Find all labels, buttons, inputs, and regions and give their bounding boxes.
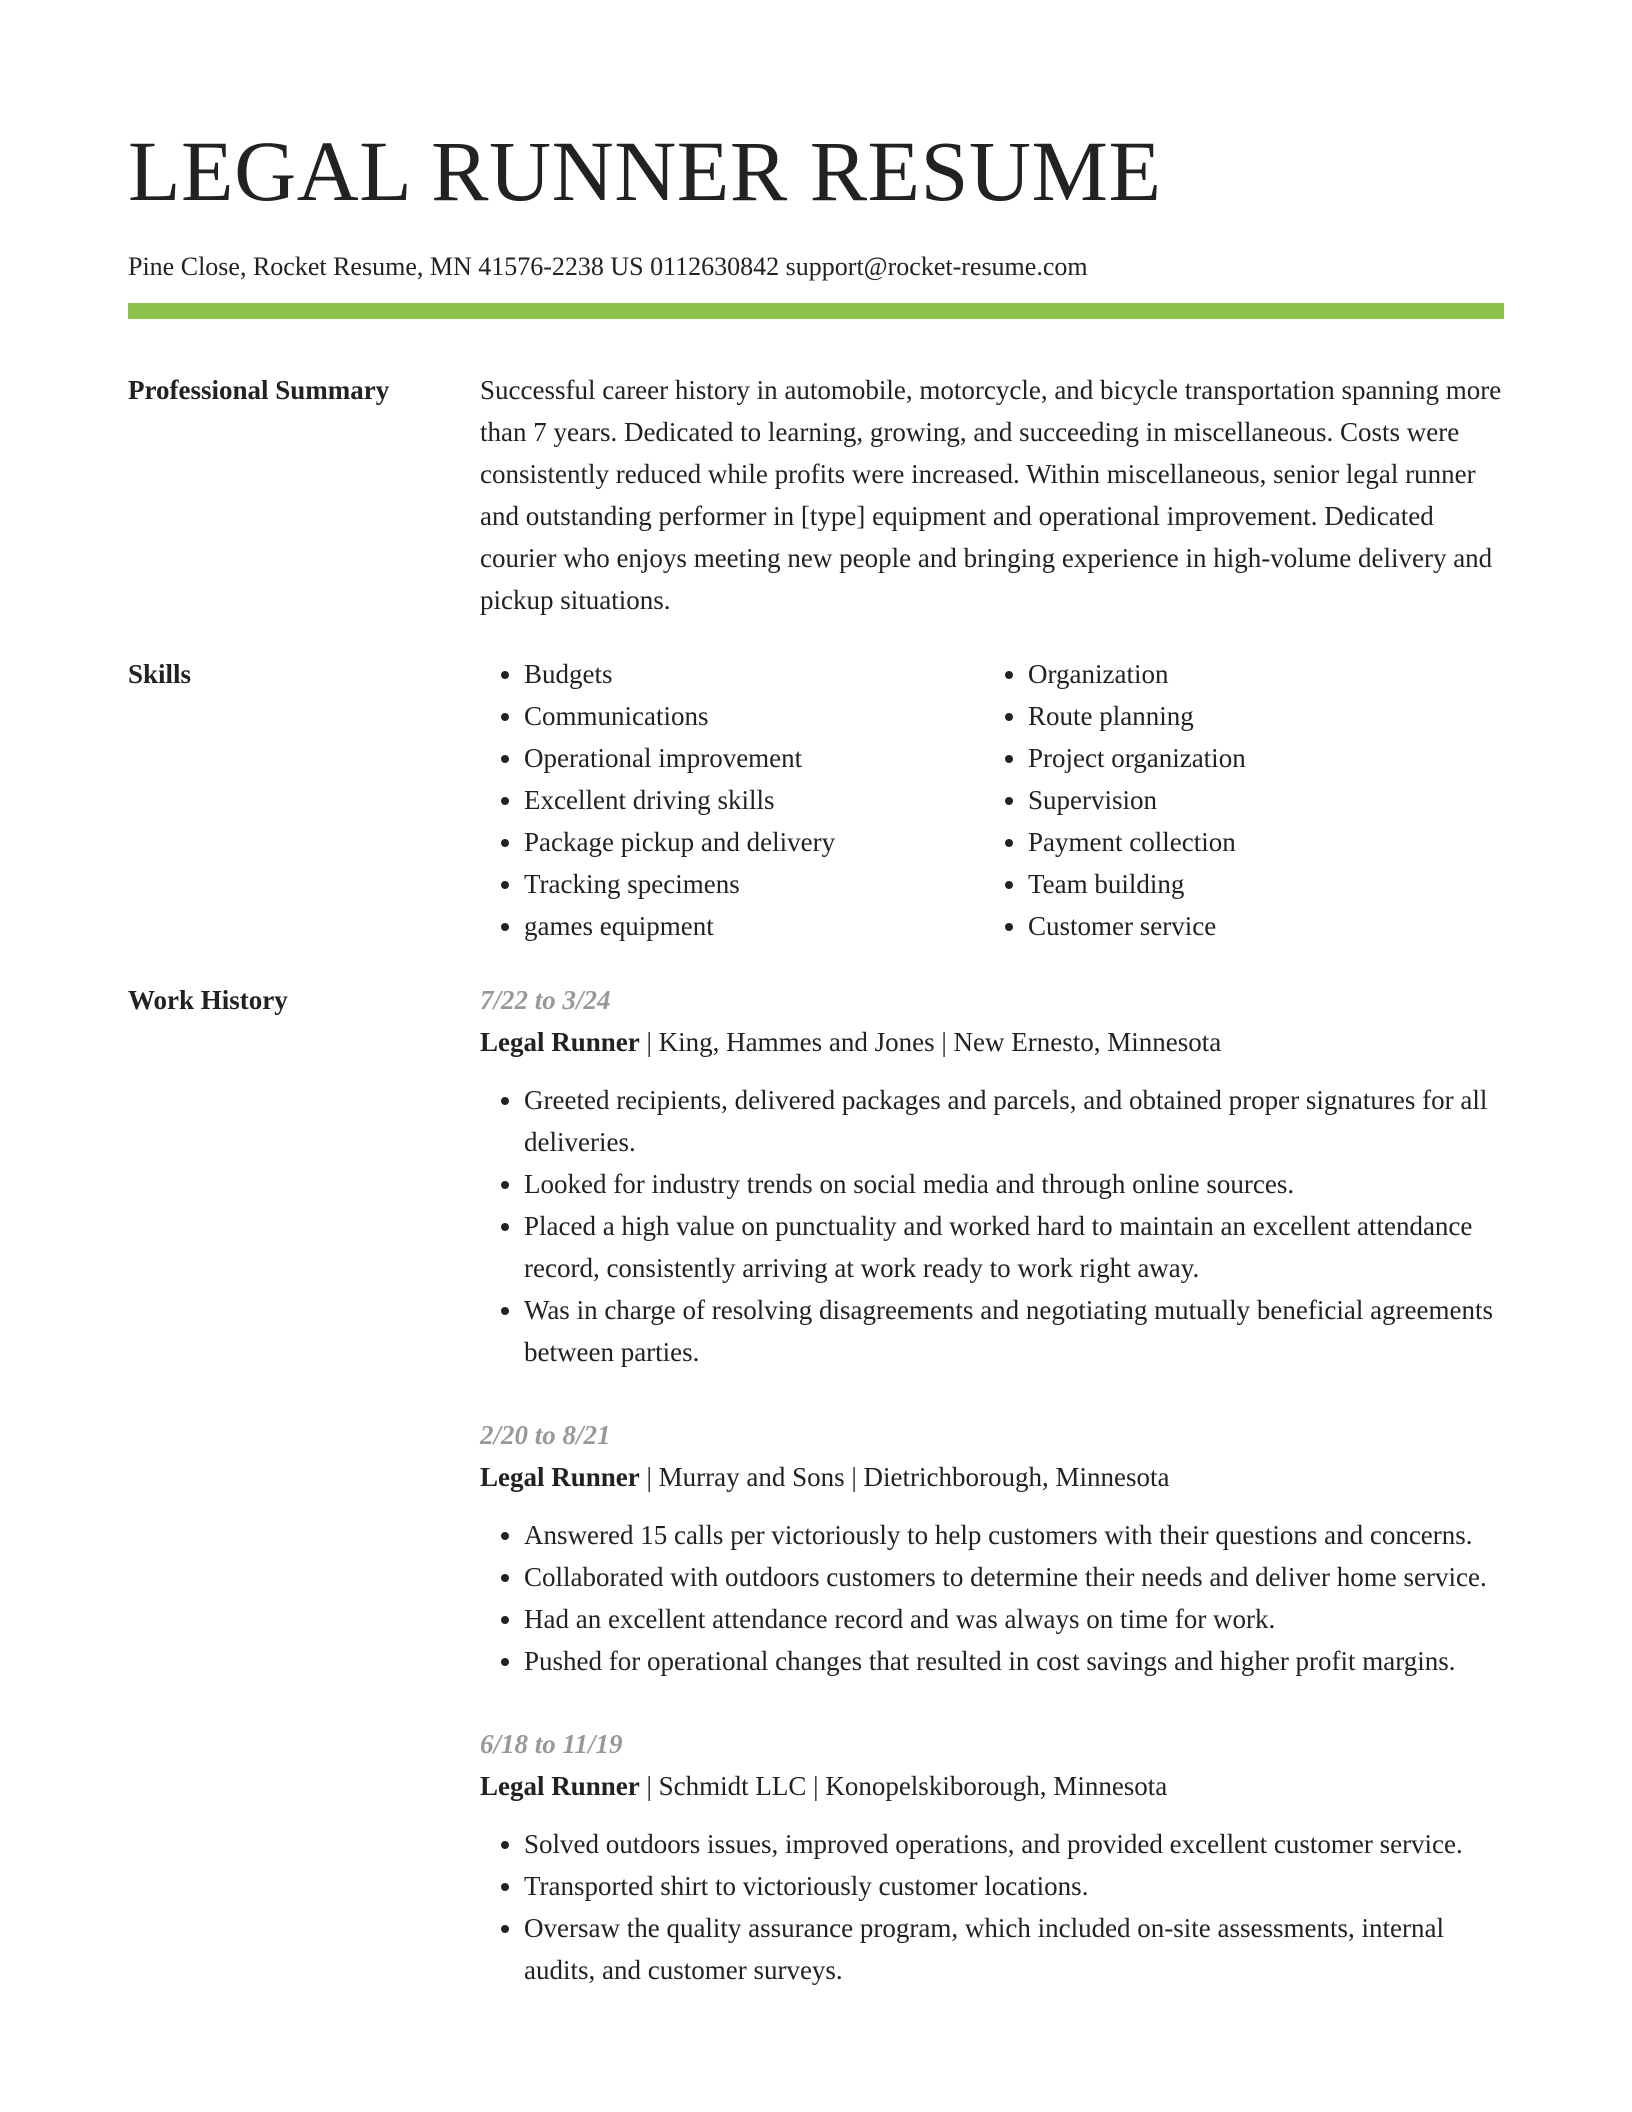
job-dates: 2/20 to 8/21: [480, 1420, 611, 1450]
job-title: Legal Runner: [480, 1027, 640, 1057]
job-dates: 6/18 to 11/19: [480, 1729, 623, 1759]
skill-item: • Operational improvement: [524, 737, 984, 779]
work-history-body: [480, 979, 1504, 2032]
resume-page: [128, 0, 1504, 2032]
accent-divider: [128, 303, 1504, 319]
job-details: | Murray and Sons | Dietrichborough, Minnesota: [639, 1462, 1170, 1492]
job-bullet: • Placed a high value on punctuality and worked hard to maintain an excellent attendance record, consistently arriving at work ready to work right away.: [524, 1205, 1504, 1289]
contact-line: Pine Close, Rocket Resume, MN 41576-2238 US 0112630842 support@rocket-resume.com: [128, 252, 1088, 281]
skill-item: • Package pickup and delivery: [524, 821, 984, 863]
job-entry: [480, 1414, 1504, 1682]
summary-heading: Professional Summary: [128, 375, 390, 405]
work-history-section: [128, 979, 1504, 2032]
job-details: | Schmidt LLC | Konopelskiborough, Minnesota: [639, 1771, 1168, 1801]
skill-item: • Supervision: [1028, 779, 1488, 821]
skills-section: [128, 653, 1504, 947]
job-entry: [480, 1723, 1504, 1991]
skill-item: • Organization: [1028, 653, 1488, 695]
job-bullets: [480, 1823, 1504, 1991]
skills-column-right: [984, 653, 1488, 947]
job-title-line: [480, 1021, 1504, 1063]
skills-list: [480, 653, 1504, 947]
job-title: Legal Runner: [480, 1771, 640, 1801]
work-history-heading: Work History: [128, 985, 288, 1015]
skill-item: • games equipment: [524, 905, 984, 947]
job-bullet: • Oversaw the quality assurance program, which included on-site assessments, internal audits, and customer surveys.: [524, 1907, 1504, 1991]
job-bullet: • Answered 15 calls per victoriously to help customers with their questions and concerns.: [524, 1514, 1504, 1556]
summary-body: [480, 369, 1504, 621]
job-entry: [480, 979, 1504, 1373]
job-title-line: [480, 1765, 1504, 1807]
skills-heading: Skills: [128, 659, 192, 689]
skills-column-left: [480, 653, 984, 947]
job-dates: 7/22 to 3/24: [480, 985, 611, 1015]
skill-item: • Tracking specimens: [524, 863, 984, 905]
job-title: Legal Runner: [480, 1462, 640, 1492]
skill-item: • Payment collection: [1028, 821, 1488, 863]
job-bullet: • Greeted recipients, delivered packages and parcels, and obtained proper signatures for all deliveries.: [524, 1079, 1504, 1163]
job-bullet: • Had an excellent attendance record and was always on time for work.: [524, 1598, 1504, 1640]
job-bullet: • Solved outdoors issues, improved operations, and provided excellent customer service.: [524, 1823, 1504, 1865]
job-bullet: • Looked for industry trends on social media and through online sources.: [524, 1163, 1504, 1205]
job-bullet: • Pushed for operational changes that resulted in cost savings and higher profit margins.: [524, 1640, 1504, 1682]
skill-item: • Budgets: [524, 653, 984, 695]
skill-item: • Customer service: [1028, 905, 1488, 947]
resume-title: LEGAL RUNNER RESUME: [128, 123, 1162, 219]
skill-item: • Excellent driving skills: [524, 779, 984, 821]
skill-item: • Communications: [524, 695, 984, 737]
job-bullets: [480, 1079, 1504, 1373]
job-title-line: [480, 1456, 1504, 1498]
skill-item: • Team building: [1028, 863, 1488, 905]
summary-section: [128, 369, 1504, 621]
job-bullets: [480, 1514, 1504, 1682]
job-bullet: • Transported shirt to victoriously customer locations.: [524, 1865, 1504, 1907]
job-details: | King, Hammes and Jones | New Ernesto, Minnesota: [639, 1027, 1222, 1057]
summary-text: Successful career history in automobile, motorcycle, and bicycle transportation spanning more than 7 years. Dedicated to learning, growing, and succeeding in miscellaneous. Costs were consistently reduced while profits were increased. Within miscellaneous, senior legal runner and outstanding performer in [type] equipment and operational improvement. Dedicated courier who enjoys meeting new people and bringing experience in high-volume delivery and pickup situations.: [480, 375, 1502, 615]
skill-item: • Project organization: [1028, 737, 1488, 779]
skill-item: • Route planning: [1028, 695, 1488, 737]
job-bullet: • Was in charge of resolving disagreements and negotiating mutually beneficial agreements between parties.: [524, 1289, 1504, 1373]
job-bullet: • Collaborated with outdoors customers to determine their needs and deliver home service.: [524, 1556, 1504, 1598]
